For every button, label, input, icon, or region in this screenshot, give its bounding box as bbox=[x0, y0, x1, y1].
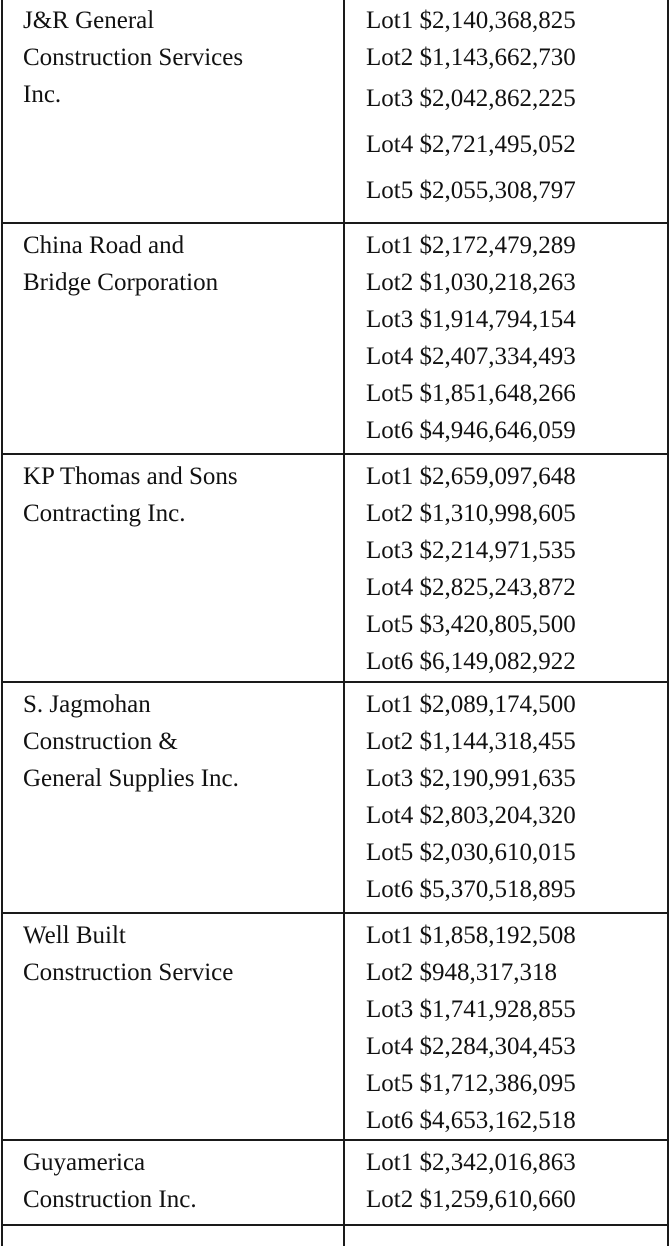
empty-cell bbox=[344, 1225, 668, 1246]
lot-label: Lot3 bbox=[366, 537, 414, 564]
lot-bid bbox=[366, 39, 667, 76]
bidder-name-line: Guyamerica bbox=[23, 1149, 146, 1176]
lot-amount: $1,259,610,660 bbox=[419, 1186, 576, 1213]
lot-bids-cell bbox=[344, 1140, 668, 1225]
empty-cell bbox=[2, 1225, 344, 1246]
bidder-name-line: Construction Service bbox=[23, 959, 234, 986]
bidder-name-cell bbox=[2, 223, 344, 454]
lot-bid bbox=[366, 458, 667, 495]
lot-label: Lot2 bbox=[366, 959, 414, 986]
lot-label: Lot4 bbox=[366, 1033, 414, 1060]
lot-amount: $948,317,318 bbox=[419, 959, 557, 986]
lot-bid bbox=[366, 917, 667, 954]
lot-amount: $3,420,805,500 bbox=[419, 611, 576, 638]
lot-label: Lot4 bbox=[366, 574, 414, 601]
lot-bid bbox=[366, 954, 667, 991]
lot-amount: $1,310,998,605 bbox=[419, 500, 576, 527]
lot-amount: $1,914,794,154 bbox=[419, 306, 576, 333]
bidder-name-cell bbox=[2, 0, 344, 223]
lot-bid bbox=[366, 569, 667, 606]
lot-bid bbox=[366, 834, 667, 871]
lot-bid bbox=[366, 1181, 667, 1218]
lot-label: Lot2 bbox=[366, 1186, 414, 1213]
table-row-partial bbox=[2, 1225, 668, 1246]
lot-label: Lot3 bbox=[366, 996, 414, 1023]
lot-amount: $1,143,662,730 bbox=[419, 44, 576, 71]
lot-amount: $1,030,218,263 bbox=[419, 269, 576, 296]
lot-amount: $2,342,016,863 bbox=[419, 1149, 576, 1176]
lot-bid bbox=[366, 1028, 667, 1065]
lot-amount: $2,055,308,797 bbox=[419, 177, 576, 204]
lot-label: Lot6 bbox=[366, 648, 414, 675]
lot-label: Lot2 bbox=[366, 500, 414, 527]
lot-amount: $2,214,971,535 bbox=[419, 537, 576, 564]
lot-amount: $1,851,648,266 bbox=[419, 380, 576, 407]
bidder-row bbox=[2, 0, 668, 223]
lot-amount: $2,140,368,825 bbox=[419, 7, 576, 34]
bidder-name-line: J&R General bbox=[23, 7, 155, 34]
lot-bids-cell bbox=[344, 454, 668, 682]
bidder-name-line: Inc. bbox=[23, 81, 62, 108]
bidder-name-line: General Supplies Inc. bbox=[23, 765, 239, 792]
lot-bid bbox=[366, 723, 667, 760]
lot-amount: $2,089,174,500 bbox=[419, 691, 576, 718]
bidder-row bbox=[2, 913, 668, 1140]
lot-label: Lot5 bbox=[366, 1070, 414, 1097]
lot-label: Lot6 bbox=[366, 417, 414, 444]
lot-amount: $2,284,304,453 bbox=[419, 1033, 576, 1060]
lot-label: Lot1 bbox=[366, 922, 414, 949]
bid-table bbox=[1, 0, 669, 1246]
lot-bid bbox=[366, 1102, 667, 1139]
lot-amount: $2,407,334,493 bbox=[419, 343, 576, 370]
lot-label: Lot4 bbox=[366, 131, 414, 158]
lot-bid bbox=[366, 760, 667, 797]
lot-amount: $2,659,097,648 bbox=[419, 463, 576, 490]
bidder-name-line: Construction Services bbox=[23, 44, 244, 71]
lot-bid bbox=[366, 1065, 667, 1102]
bidder-name-line: Construction Inc. bbox=[23, 1186, 197, 1213]
lot-label: Lot2 bbox=[366, 44, 414, 71]
lot-amount: $4,946,646,059 bbox=[419, 417, 576, 444]
lot-label: Lot3 bbox=[366, 765, 414, 792]
lot-bids-cell bbox=[344, 0, 668, 223]
lot-amount: $1,858,192,508 bbox=[419, 922, 576, 949]
lot-amount: $2,825,243,872 bbox=[419, 574, 576, 601]
lot-amount: $2,172,479,289 bbox=[419, 232, 576, 259]
lot-amount: $2,190,991,635 bbox=[419, 765, 576, 792]
lot-label: Lot3 bbox=[366, 306, 414, 333]
lot-label: Lot1 bbox=[366, 463, 414, 490]
lot-bid bbox=[366, 686, 667, 723]
lot-amount: $5,370,518,895 bbox=[419, 876, 576, 903]
lot-label: Lot1 bbox=[366, 1149, 414, 1176]
lot-bid bbox=[366, 991, 667, 1028]
lot-label: Lot2 bbox=[366, 269, 414, 296]
lot-amount: $6,149,082,922 bbox=[419, 648, 576, 675]
bidder-name-line: China Road and bbox=[23, 232, 185, 259]
lot-amount: $4,653,162,518 bbox=[419, 1107, 576, 1134]
bidder-row bbox=[2, 1140, 668, 1225]
lot-amount: $2,030,610,015 bbox=[419, 839, 576, 866]
lot-amount: $1,741,928,855 bbox=[419, 996, 576, 1023]
lot-label: Lot5 bbox=[366, 611, 414, 638]
bidder-name-cell bbox=[2, 454, 344, 682]
lot-bids-cell bbox=[344, 223, 668, 454]
lot-label: Lot5 bbox=[366, 839, 414, 866]
lot-amount: $2,721,495,052 bbox=[419, 131, 576, 158]
lot-bid bbox=[366, 643, 667, 680]
bidder-name-cell bbox=[2, 913, 344, 1140]
lot-amount: $2,042,862,225 bbox=[419, 85, 576, 112]
lot-label: Lot4 bbox=[366, 343, 414, 370]
lot-label: Lot6 bbox=[366, 1107, 414, 1134]
lot-label: Lot3 bbox=[366, 85, 414, 112]
bidder-name-line: Contracting Inc. bbox=[23, 500, 186, 527]
lot-bid bbox=[366, 264, 667, 301]
lot-label: Lot2 bbox=[366, 728, 414, 755]
lot-bid bbox=[366, 227, 667, 264]
lot-bid bbox=[366, 338, 667, 375]
lot-bid bbox=[366, 2, 667, 39]
bidder-name-cell bbox=[2, 682, 344, 913]
bidder-name-line: Well Built bbox=[23, 922, 126, 949]
lot-bid bbox=[366, 532, 667, 569]
lot-label: Lot5 bbox=[366, 177, 414, 204]
lot-bid bbox=[366, 168, 667, 214]
bidder-row bbox=[2, 223, 668, 454]
lot-bid bbox=[366, 871, 667, 908]
lot-bid bbox=[366, 375, 667, 412]
lot-bid bbox=[366, 76, 667, 122]
bidder-row bbox=[2, 682, 668, 913]
lot-bid bbox=[366, 606, 667, 643]
lot-bid bbox=[366, 301, 667, 338]
lot-amount: $1,712,386,095 bbox=[419, 1070, 576, 1097]
lot-bid bbox=[366, 495, 667, 532]
bidder-name-line: Bridge Corporation bbox=[23, 269, 219, 296]
lot-label: Lot1 bbox=[366, 232, 414, 259]
bidder-name-cell bbox=[2, 1140, 344, 1225]
lot-bids-cell bbox=[344, 682, 668, 913]
lot-label: Lot5 bbox=[366, 380, 414, 407]
lot-label: Lot4 bbox=[366, 802, 414, 829]
lot-bid bbox=[366, 412, 667, 449]
lot-bid bbox=[366, 797, 667, 834]
lot-bid bbox=[366, 122, 667, 168]
bidder-name-line: S. Jagmohan bbox=[23, 691, 151, 718]
lot-bids-cell bbox=[344, 913, 668, 1140]
bidder-row bbox=[2, 454, 668, 682]
lot-label: Lot1 bbox=[366, 691, 414, 718]
lot-amount: $2,803,204,320 bbox=[419, 802, 576, 829]
lot-label: Lot6 bbox=[366, 876, 414, 903]
bidder-name-line: KP Thomas and Sons bbox=[23, 463, 238, 490]
lot-bid bbox=[366, 1144, 667, 1181]
bidder-name-line: Construction & bbox=[23, 728, 178, 755]
lot-amount: $1,144,318,455 bbox=[419, 728, 576, 755]
lot-label: Lot1 bbox=[366, 7, 414, 34]
